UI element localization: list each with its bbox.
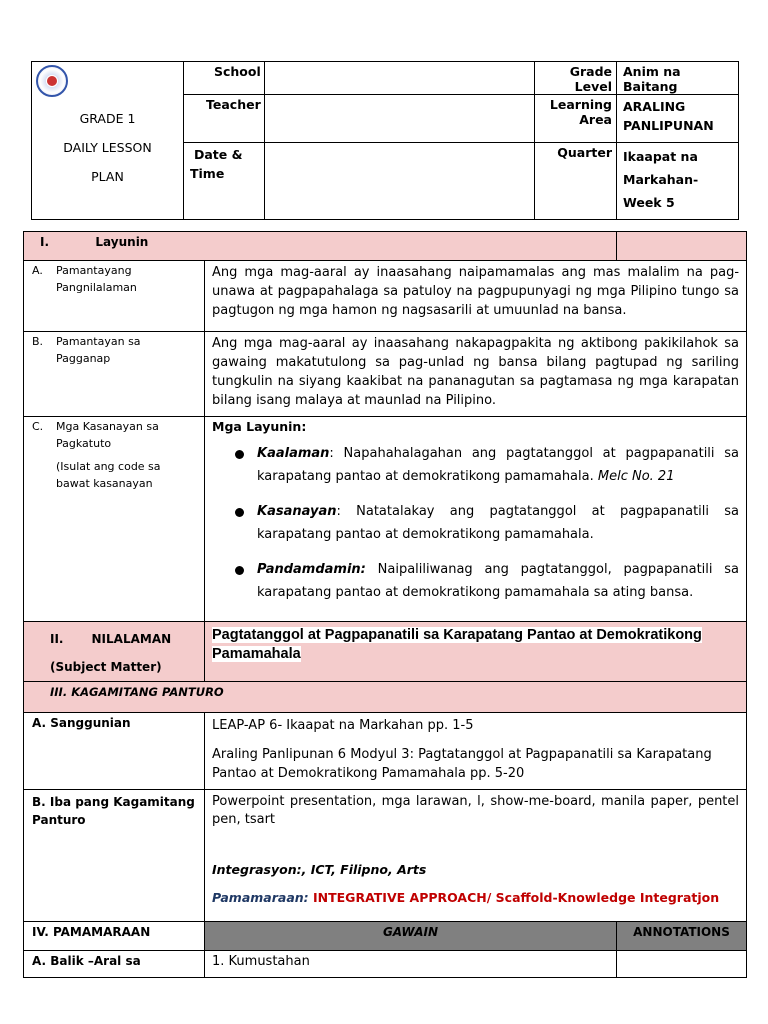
pamantayan-sa-pagganap-text: Ang mga mag-aaral ay inaasahang nakapagpakita ng aktibong pakikilahok sa gawaing makatutulong sa pag-unlad ng bansa bilang pagtupad ng sariling tungkulin na siyang kaakibat na pananagutan sa pagtamasa ng mga karapatan bilang isang malaya at maunlad na Pilipino. xyxy=(205,332,747,417)
section-roman: I. xyxy=(40,235,50,249)
objective-item: Pandamdamin: Naipaliliwanag ang pagtatanggol, pagpapanatili sa karapatang pantao at demokratikong pamamahala sa ating bansa. xyxy=(232,558,739,604)
lesson-plan-table xyxy=(23,231,747,978)
learning-area-value: ARALING PANLIPUNAN xyxy=(617,95,739,143)
balik-aral-label: A. Balik –Aral sa xyxy=(24,951,205,978)
integration-text: Integrasyon:, ICT, Filipno, Arts xyxy=(212,862,427,877)
section-layunin-annotation xyxy=(617,232,747,261)
mga-kasanayan-label: C. Mga Kasanayan sa Pagkatuto (Isulat ang code sa bawat kasanayan xyxy=(24,417,205,622)
date-time-label: Date & Time xyxy=(184,143,265,220)
grade-level-value: Anim na Baitang xyxy=(617,62,739,95)
learning-area-label: Learning Area xyxy=(535,95,617,143)
objectives-heading: Mga Layunin: xyxy=(212,419,307,434)
row-kagamitang-panturo-header xyxy=(24,682,747,713)
iba-pang-kagamitang-label: B. Iba pang Kagamitang Panturo xyxy=(24,790,205,922)
nilalaman-label: II. NILALAMAN (Subject Matter) xyxy=(24,622,205,682)
section-layunin-header xyxy=(24,232,747,261)
school-value[interactable] xyxy=(265,62,535,95)
objectives-list xyxy=(212,442,746,604)
bullet-icon xyxy=(235,566,244,575)
pamantayan-sa-pagganap-label: B. Pamantayan sa Pagganap xyxy=(24,332,205,417)
row-mga-kasanayan xyxy=(24,417,747,622)
plan-label: PLAN xyxy=(91,169,124,184)
kagamitang-panturo-title: III. KAGAMITANG PANTURO xyxy=(50,685,224,699)
bullet-icon xyxy=(235,508,244,517)
section-title: Layunin xyxy=(95,235,149,249)
date-time-value[interactable] xyxy=(265,143,535,220)
annotations-header: ANNOTATIONS xyxy=(617,922,747,951)
bullet-icon xyxy=(235,450,244,459)
balik-aral-annotation xyxy=(617,951,747,978)
deped-seal-icon xyxy=(36,65,68,97)
pamantayang-pangnilalaman-label: A. Pamantayang Pangnilalaman xyxy=(24,261,205,332)
header-table xyxy=(31,61,739,220)
sanggunian-label: A. Sanggunian xyxy=(24,713,205,790)
objective-item: Kasanayan: Natatalakay ang pagtatanggol at pagpapanatili sa karapatang pantao at demokratikong pamamahala. xyxy=(232,500,739,546)
method-label: Pamamaraan: xyxy=(212,890,309,905)
row-pamantayan-sa-pagganap xyxy=(24,332,747,417)
header-left-block xyxy=(32,62,184,220)
nilalaman-content: Pagtatanggol at Pagpapanatili sa Karapatang Pantao at Demokratikong Pamamahala xyxy=(205,622,747,682)
row-iba-pang-kagamitang xyxy=(24,790,747,922)
quarter-value: Ikaapat na Markahan- Week 5 xyxy=(617,143,739,220)
row-sanggunian xyxy=(24,713,747,790)
row-nilalaman xyxy=(24,622,747,682)
method-value: INTEGRATIVE APPROACH/ Scaffold-Knowledge Integratjon xyxy=(308,890,720,905)
objective-item: Kaalaman: Napahahalagahan ang pagtatanggol at pagpapanatili sa karapatang pantao at demokratikong pamamahala. Melc No. 21 xyxy=(232,442,739,488)
row-pamamaraan-header xyxy=(24,922,747,951)
school-label: School xyxy=(184,62,265,95)
quarter-label: Quarter xyxy=(535,143,617,220)
grade-label: GRADE 1 xyxy=(79,111,136,126)
pamantayang-pangnilalaman-text: Ang mga mag-aaral ay inaasahang naipamamalas ang mas malalim na pag-unawa at pagpapahalaga sa patuloy na pagpupunyagi ng mga Pilipino tungo sa pagtugon ng mga hamon ng nagsasarili at umuunlad na bansa. xyxy=(205,261,747,332)
iba-pang-kagamitang-content: Powerpoint presentation, mga larawan, l, show-me-board, manila paper, pentel pen, tsart Integrasyon:, ICT, Filipno, Arts Pamamaraan: INTEGRATIVE APPROACH/ Scaffold-Knowledge Integratjon xyxy=(205,790,747,922)
teacher-label: Teacher xyxy=(184,95,265,143)
gawain-header: GAWAIN xyxy=(205,922,617,951)
row-balik-aral xyxy=(24,951,747,978)
daily-lesson-label: DAILY LESSON xyxy=(63,140,152,155)
balik-aral-content: 1. Kumustahan xyxy=(205,951,617,978)
grade-level-label: Grade Level xyxy=(535,62,617,95)
sanggunian-content: LEAP-AP 6- Ikaapat na Markahan pp. 1-5 Araling Panlipunan 6 Modyul 3: Pagtatanggol at Pagpapanatili sa Karapatang Pantao at Demokratikong Pamamahala pp. 5-20 xyxy=(205,713,747,790)
mga-layunin-cell xyxy=(205,417,747,622)
pamamaraan-label: IV. PAMAMARAAN xyxy=(24,922,205,951)
row-pamantayang-pangnilalaman xyxy=(24,261,747,332)
teacher-value[interactable] xyxy=(265,95,535,143)
